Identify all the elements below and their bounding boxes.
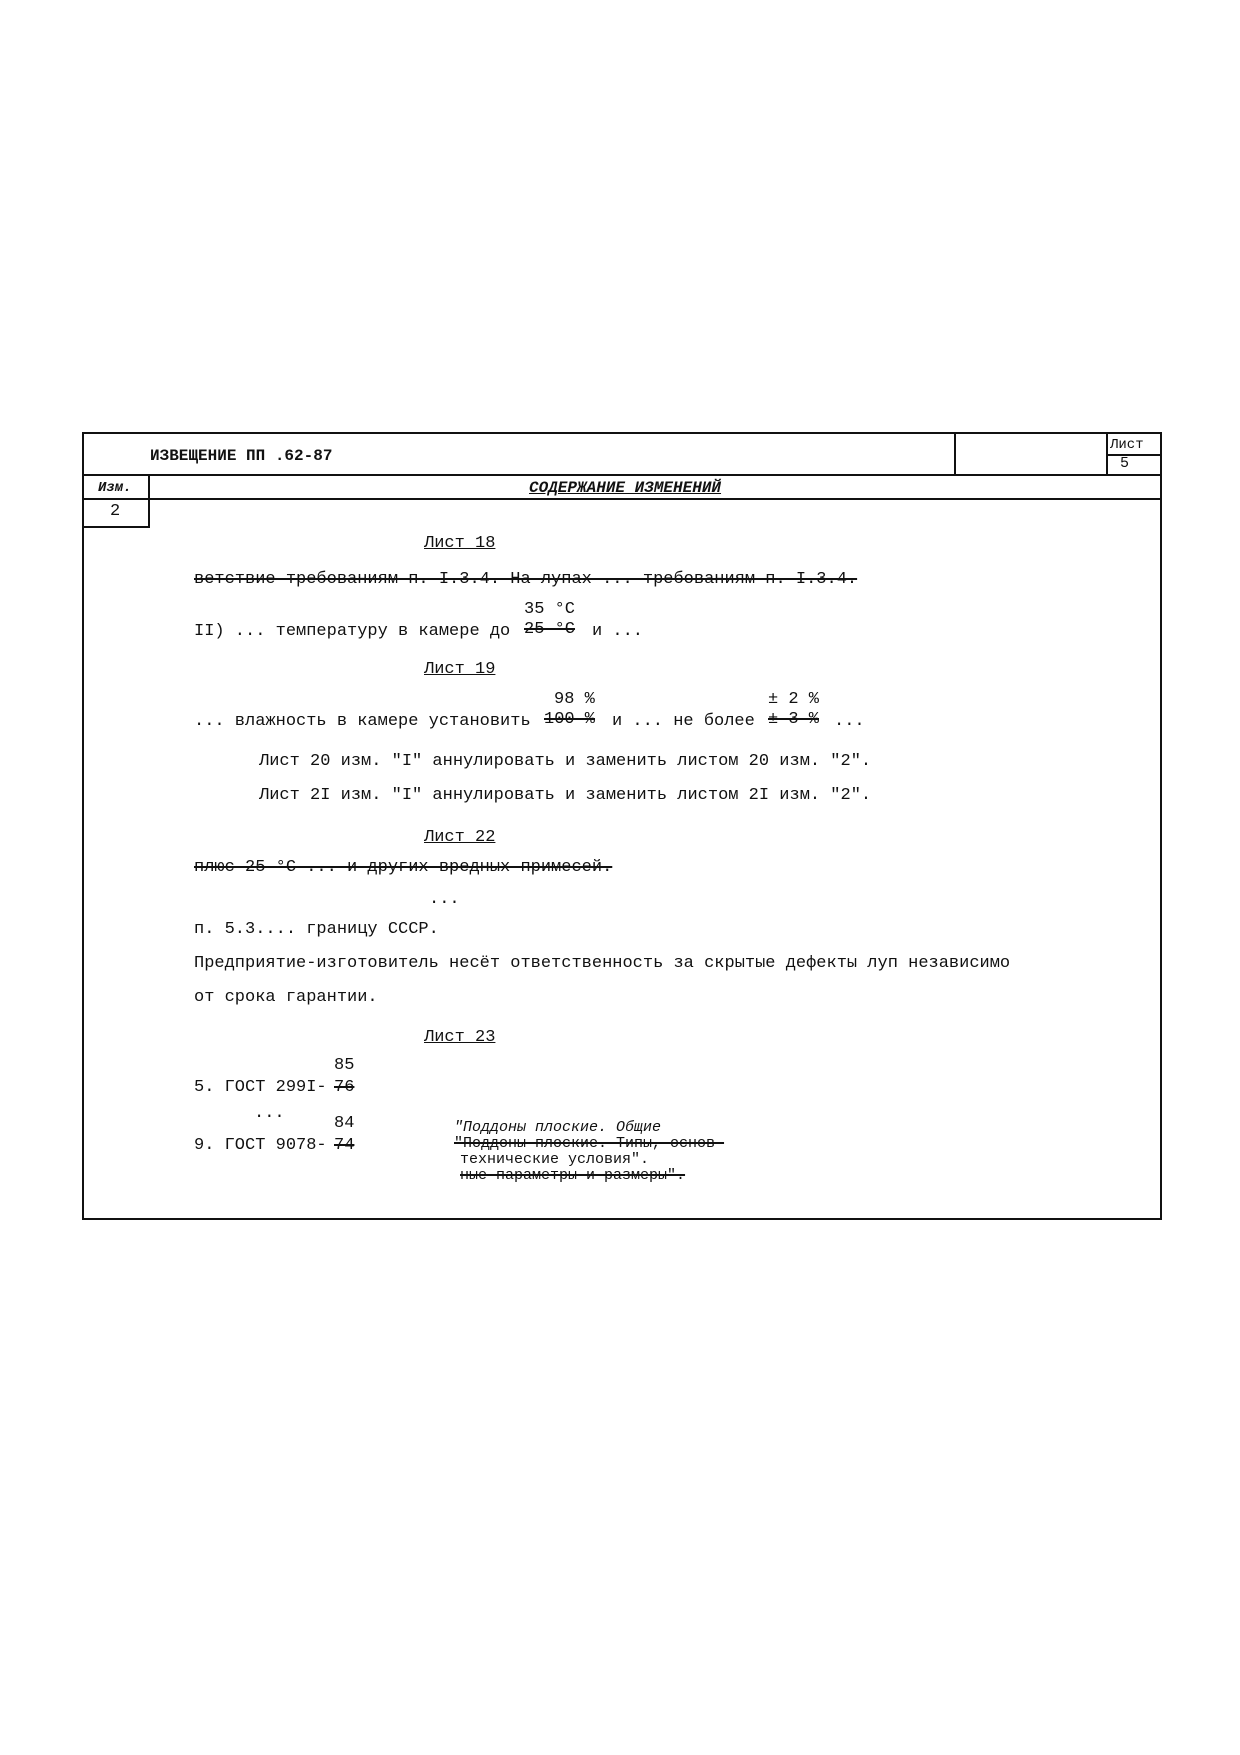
- sheet23-heading: Лист 23: [424, 1028, 496, 1047]
- sheet-number: 5: [1120, 455, 1130, 472]
- sheet22-struck-line: плюс 25 °C ... и других вредных примесей.: [194, 858, 613, 877]
- item5-new-year: 85: [334, 1056, 355, 1075]
- sheet19-new-tolerance: ± 2 %: [768, 690, 820, 709]
- header-divider-1: [954, 434, 956, 474]
- sheet19-new-humidity: 98 %: [554, 690, 595, 709]
- sheet18-line-suffix: и ...: [592, 622, 644, 641]
- changes-title: СОДЕРЖАНИЕ ИЗМЕНЕНИЙ: [529, 479, 722, 497]
- sheet22-heading: Лист 22: [424, 828, 496, 847]
- izm-box-bottom: [84, 526, 150, 528]
- sheet18-heading: Лист 18: [424, 534, 496, 553]
- header-bottom-line: [84, 474, 1160, 476]
- sheet19-line-middle: и ... не более: [612, 712, 755, 731]
- item9-old-title-line1: "Поддоны плоские. Типы, основ-: [454, 1135, 725, 1152]
- title-row-line: [84, 498, 1160, 500]
- item9-old-title-line2: ные параметры и размеры".: [460, 1167, 686, 1184]
- item5-old-year: 76: [334, 1078, 355, 1097]
- sheet19-line-suffix: ...: [834, 712, 865, 731]
- sheet22-line3: от срока гарантии.: [194, 988, 378, 1007]
- sheet18-new-value: 35 °C: [524, 600, 576, 619]
- item5-prefix: 5. ГОСТ 299I-: [194, 1078, 327, 1097]
- sheet22-line1: п. 5.3.... границу СССР.: [194, 920, 439, 939]
- sheet22-line2: Предприятие-изготовитель несёт ответственность за скрытые дефекты луп независимо: [194, 954, 1011, 973]
- sheet18-line-prefix: II) ... температуру в камере до: [194, 622, 511, 641]
- notice-label: ИЗВЕЩЕНИЕ ПП .62-87: [150, 447, 333, 465]
- item9-new-title-line1: "Поддоны плоские. Общие: [454, 1119, 662, 1136]
- sheet23-ellipsis: ...: [254, 1104, 285, 1123]
- item9-new-title-line2: технические условия".: [460, 1151, 650, 1168]
- replace-line-21: Лист 2I изм. "I" аннулировать и заменить листом 2I изм. "2".: [259, 786, 872, 805]
- document-frame: [82, 432, 1162, 1220]
- izm-label: Изм.: [98, 480, 132, 496]
- replace-line-20: Лист 20 изм. "I" аннулировать и заменить листом 20 изм. "2".: [259, 752, 872, 771]
- item9-old-year: 74: [334, 1136, 355, 1155]
- sheet19-line-prefix: ... влажность в камере установить: [194, 712, 531, 731]
- sheet19-old-humidity: 100 %: [544, 710, 596, 729]
- izm-value: 2: [110, 502, 121, 521]
- sheet18-struck-line: ветствие требованиям п. I.3.4. На лупах ... требованиям п. I.3.4.: [194, 570, 858, 589]
- izm-divider: [148, 474, 150, 526]
- sheet18-old-value: 25 °C: [524, 620, 576, 639]
- sheet22-ellipsis: ...: [429, 890, 460, 909]
- sheet19-old-tolerance: ± 3 %: [768, 710, 820, 729]
- item9-new-year: 84: [334, 1114, 355, 1133]
- sheet19-heading: Лист 19: [424, 660, 496, 679]
- item9-prefix: 9. ГОСТ 9078-: [194, 1136, 327, 1155]
- sheet-label: Лист: [1110, 437, 1144, 453]
